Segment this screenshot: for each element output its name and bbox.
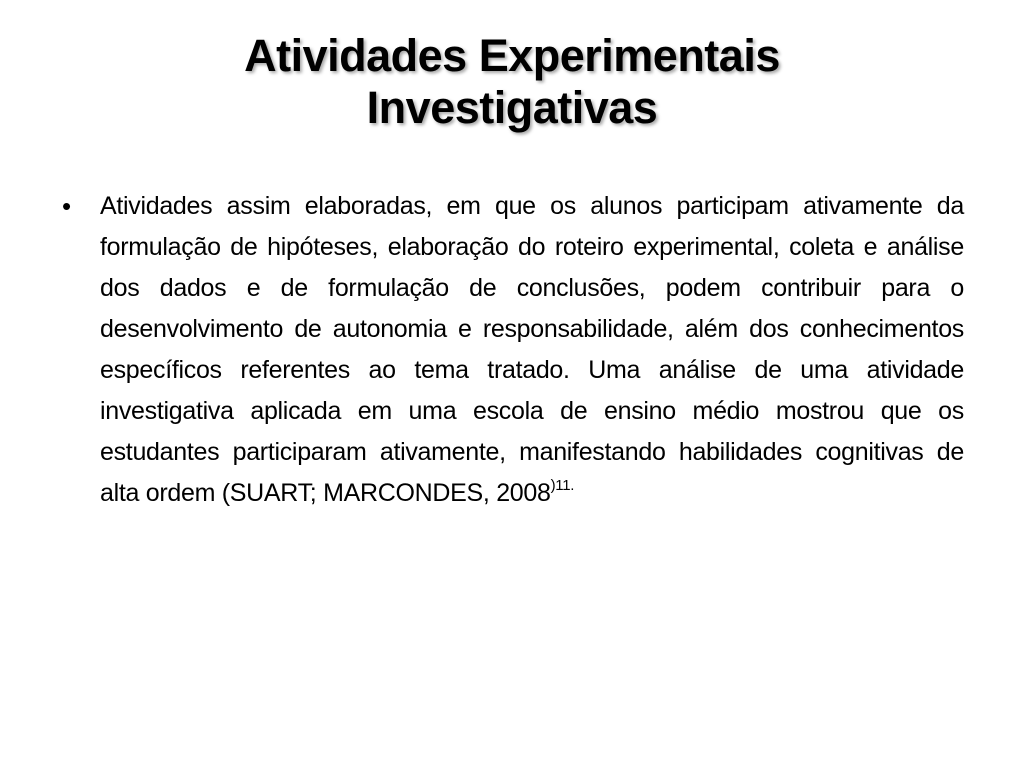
bullet-icon: • — [62, 191, 72, 221]
bullet-text — [100, 186, 964, 514]
slide-title — [0, 30, 1024, 134]
citation-superscript: )11. — [550, 476, 575, 494]
slide-body — [62, 186, 964, 514]
title-line-1: Atividades Experimentais — [244, 30, 780, 81]
bullet-item — [62, 186, 964, 514]
title-line-2: Investigativas — [366, 82, 658, 133]
paragraph-text: Atividades assim elaboradas, em que os alunos participam ativamente da formulação de hipóteses, elaboração do roteiro experimental, coleta e análise dos dados e de formulação de conclusões, podem contribuir para o desenvolvimento de autonomia e responsabilidade, além dos conhecimentos específicos referentes ao tema tratado. Uma análise de uma atividade investigativa aplicada em uma escola de ensino médio mostrou que os estudantes participaram ativamente, manifestando habilidades cognitivas de alta ordem (SUART; MARCONDES, 2008 — [100, 192, 964, 507]
